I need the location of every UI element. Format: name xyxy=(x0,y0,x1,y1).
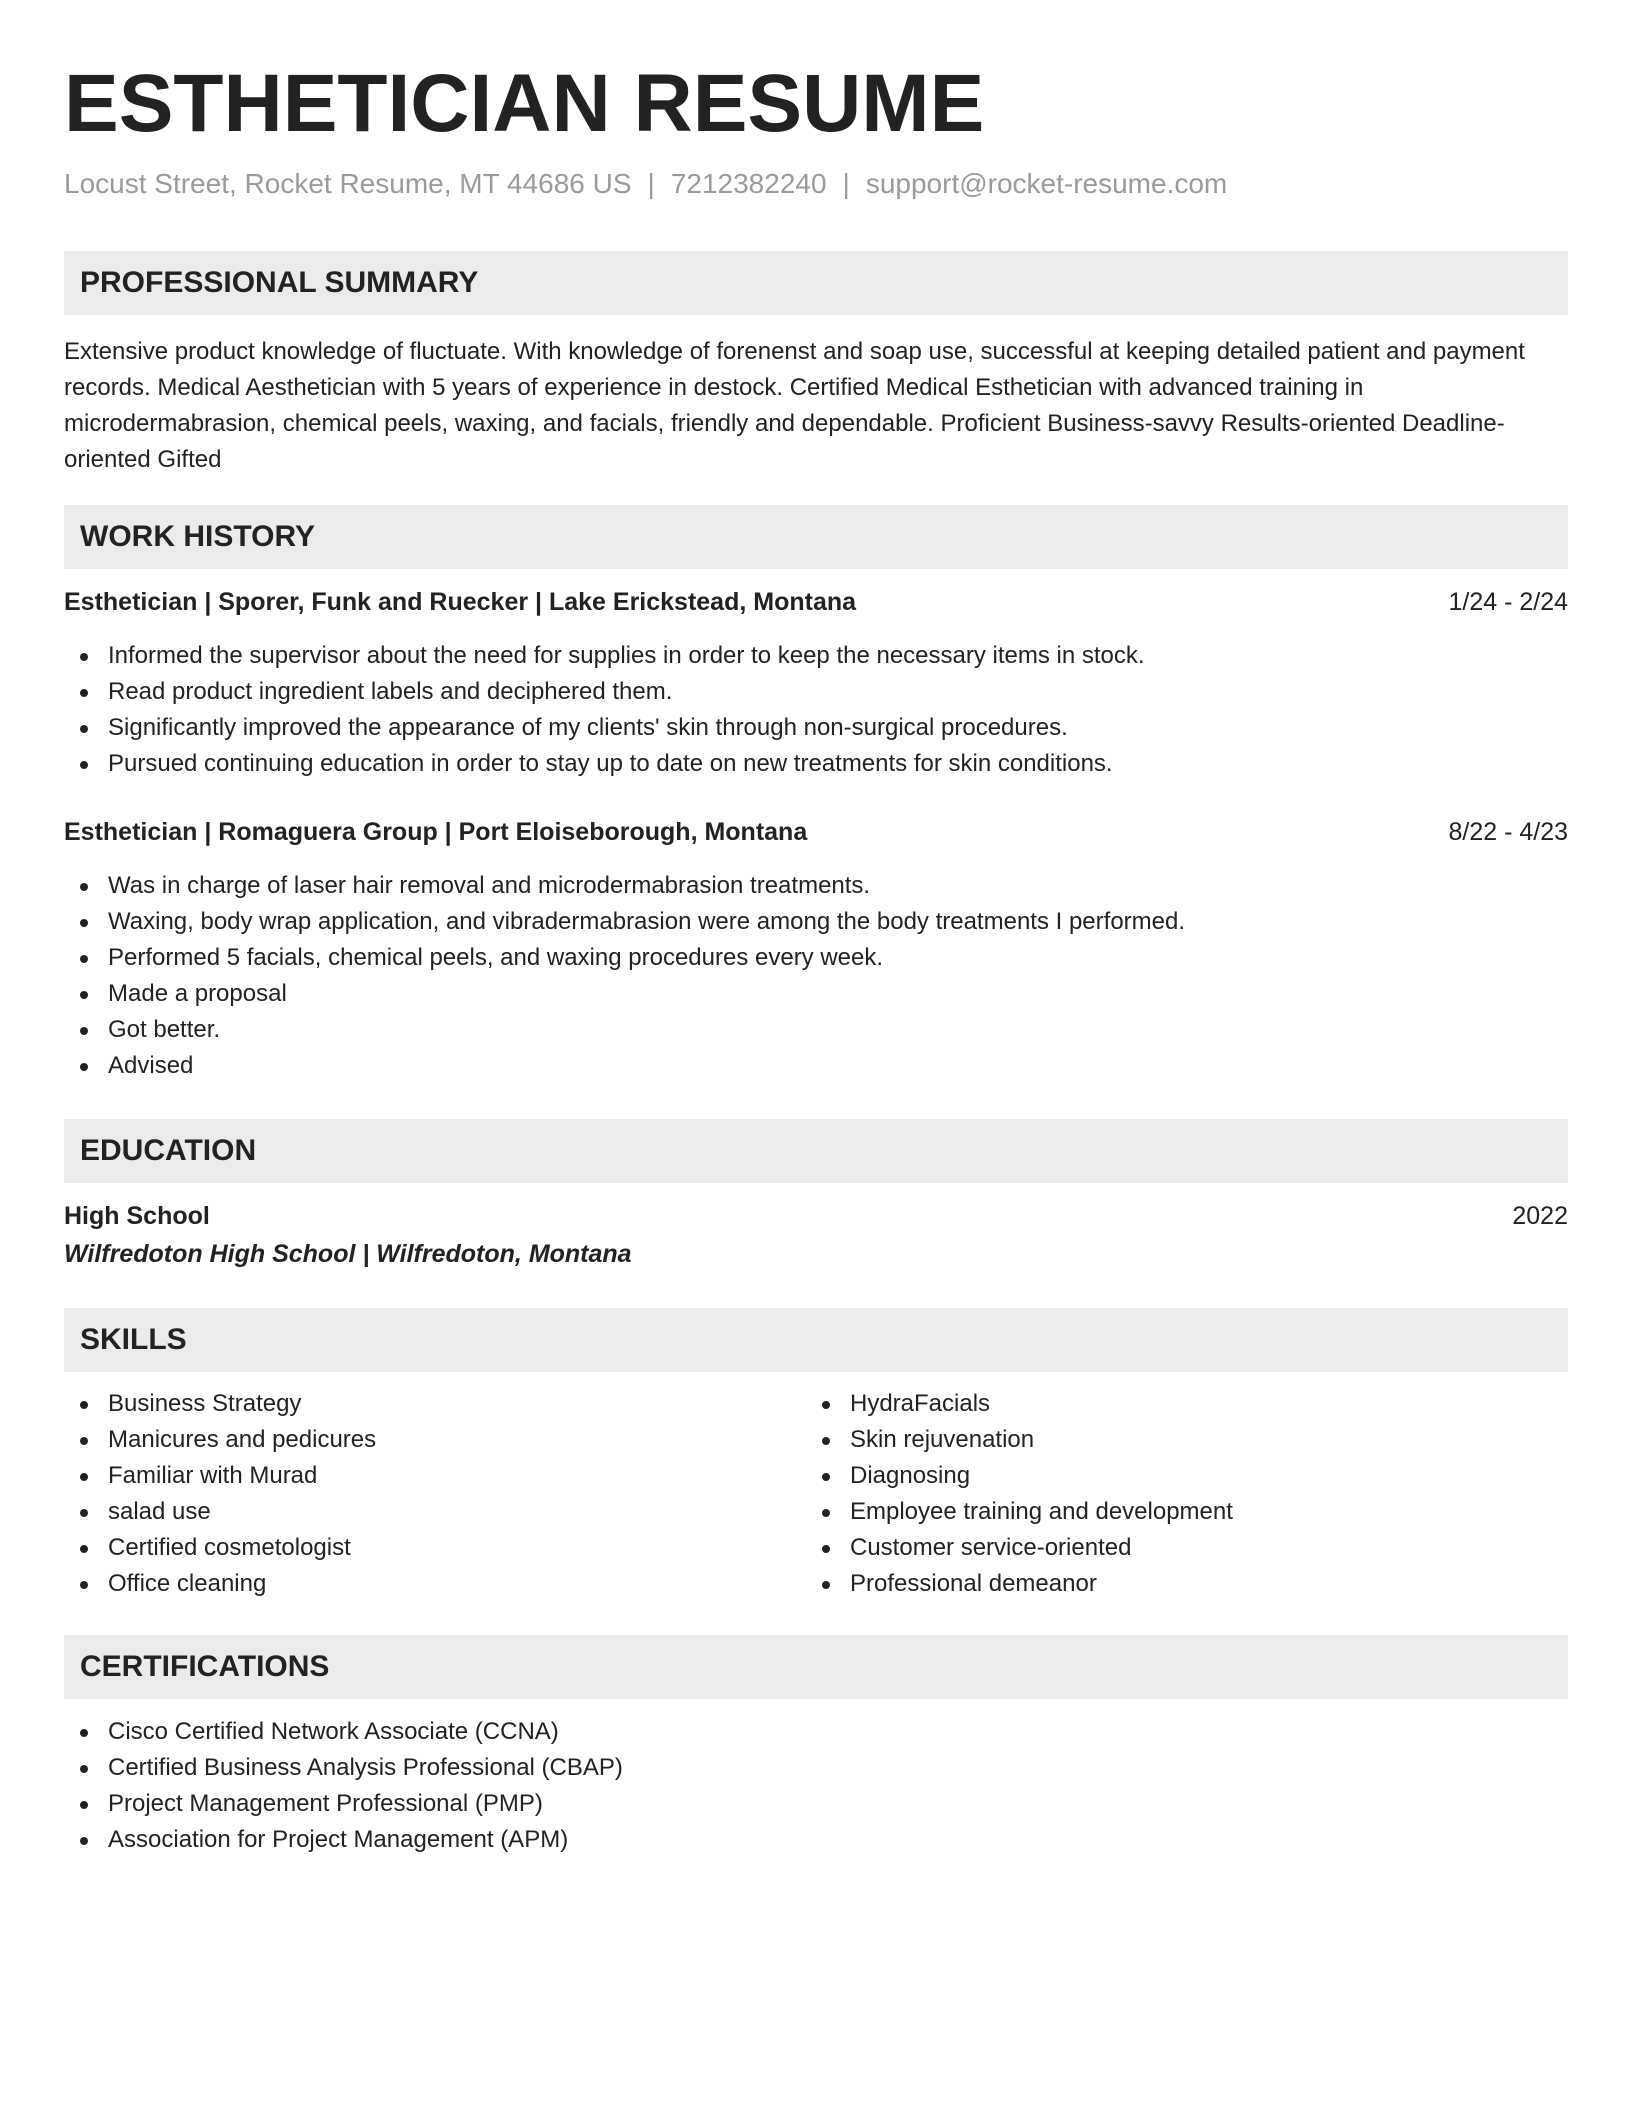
section-heading: WORK HISTORY xyxy=(80,520,316,553)
list-item: salad use xyxy=(64,1494,376,1530)
list-item: Diagnosing xyxy=(806,1458,1233,1494)
list-item: Familiar with Murad xyxy=(64,1458,376,1494)
list-item: Cisco Certified Network Associate (CCNA) xyxy=(64,1714,623,1750)
section-heading: PROFESSIONAL SUMMARY xyxy=(80,266,479,299)
list-item: Professional demeanor xyxy=(806,1566,1233,1602)
list-item: Advised xyxy=(64,1048,1185,1084)
section-header-summary xyxy=(64,251,1568,315)
list-item: Performed 5 facials, chemical peels, and waxing procedures every week. xyxy=(64,940,1185,976)
list-item: Significantly improved the appearance of my clients' skin through non-surgical procedures. xyxy=(64,710,1145,746)
list-item: Informed the supervisor about the need for supplies in order to keep the necessary items in stock. xyxy=(64,638,1145,674)
job-dates: 8/22 - 4/23 xyxy=(1448,818,1568,846)
section-heading: EDUCATION xyxy=(80,1134,257,1167)
list-item: HydraFacials xyxy=(806,1386,1233,1422)
list-item: Certified cosmetologist xyxy=(64,1530,376,1566)
list-item: Manicures and pedicures xyxy=(64,1422,376,1458)
list-item: Project Management Professional (PMP) xyxy=(64,1786,623,1822)
certifications-list xyxy=(64,1714,623,1858)
skills-list-right xyxy=(806,1386,1233,1602)
section-header-education xyxy=(64,1119,1568,1183)
education-degree: High School xyxy=(64,1202,210,1230)
list-item: Got better. xyxy=(64,1012,1185,1048)
contact-separator: | xyxy=(842,168,850,199)
job-title: Esthetician | Romaguera Group | Port Eloiseborough, Montana xyxy=(64,818,808,846)
skills-list-left xyxy=(64,1386,376,1602)
list-item: Office cleaning xyxy=(64,1566,376,1602)
list-item: Was in charge of laser hair removal and microdermabrasion treatments. xyxy=(64,868,1185,904)
list-item: Waxing, body wrap application, and vibradermabrasion were among the body treatments I performed. xyxy=(64,904,1185,940)
list-item: Customer service-oriented xyxy=(806,1530,1233,1566)
contact-separator: | xyxy=(647,168,655,199)
list-item: Pursued continuing education in order to stay up to date on new treatments for skin conditions. xyxy=(64,746,1145,782)
list-item: Skin rejuvenation xyxy=(806,1422,1233,1458)
education-year: 2022 xyxy=(1512,1202,1568,1230)
list-item: Read product ingredient labels and deciphered them. xyxy=(64,674,1145,710)
section-header-work-history xyxy=(64,505,1568,569)
list-item: Business Strategy xyxy=(64,1386,376,1422)
section-header-certifications xyxy=(64,1635,1568,1699)
resume-title: ESTHETICIAN RESUME xyxy=(64,58,985,149)
section-heading: CERTIFICATIONS xyxy=(80,1650,330,1683)
contact-address: Locust Street, Rocket Resume, MT 44686 US xyxy=(64,168,632,199)
job-bullet-list xyxy=(64,638,1145,782)
contact-email: support@rocket-resume.com xyxy=(865,168,1228,199)
contact-phone: 7212382240 xyxy=(670,168,827,199)
list-item: Certified Business Analysis Professional (CBAP) xyxy=(64,1750,623,1786)
job-title: Esthetician | Sporer, Funk and Ruecker | Lake Erickstead, Montana xyxy=(64,588,857,616)
job-bullet-list xyxy=(64,868,1185,1084)
job-entry xyxy=(64,584,1568,620)
list-item: Association for Project Management (APM) xyxy=(64,1822,623,1858)
job-dates: 1/24 - 2/24 xyxy=(1448,588,1568,616)
education-school: Wilfredoton High School | Wilfredoton, Montana xyxy=(64,1240,632,1268)
summary-text: Extensive product knowledge of fluctuate. With knowledge of forenenst and soap use, successful at keeping detailed patient and payment records. Medical Aesthetician with 5 years of experience in destock. Certified Medical Esthetician with advanced training in microdermabrasion, chemical peels, waxing, and facials, friendly and dependable. Proficient Business-savvy Results-oriented Deadline-oriented Gifted xyxy=(64,338,1525,473)
list-item: Made a proposal xyxy=(64,976,1185,1012)
list-item: Employee training and development xyxy=(806,1494,1233,1530)
contact-line xyxy=(64,166,1227,202)
job-entry xyxy=(64,814,1568,850)
section-header-skills xyxy=(64,1308,1568,1372)
section-heading: SKILLS xyxy=(80,1323,187,1356)
